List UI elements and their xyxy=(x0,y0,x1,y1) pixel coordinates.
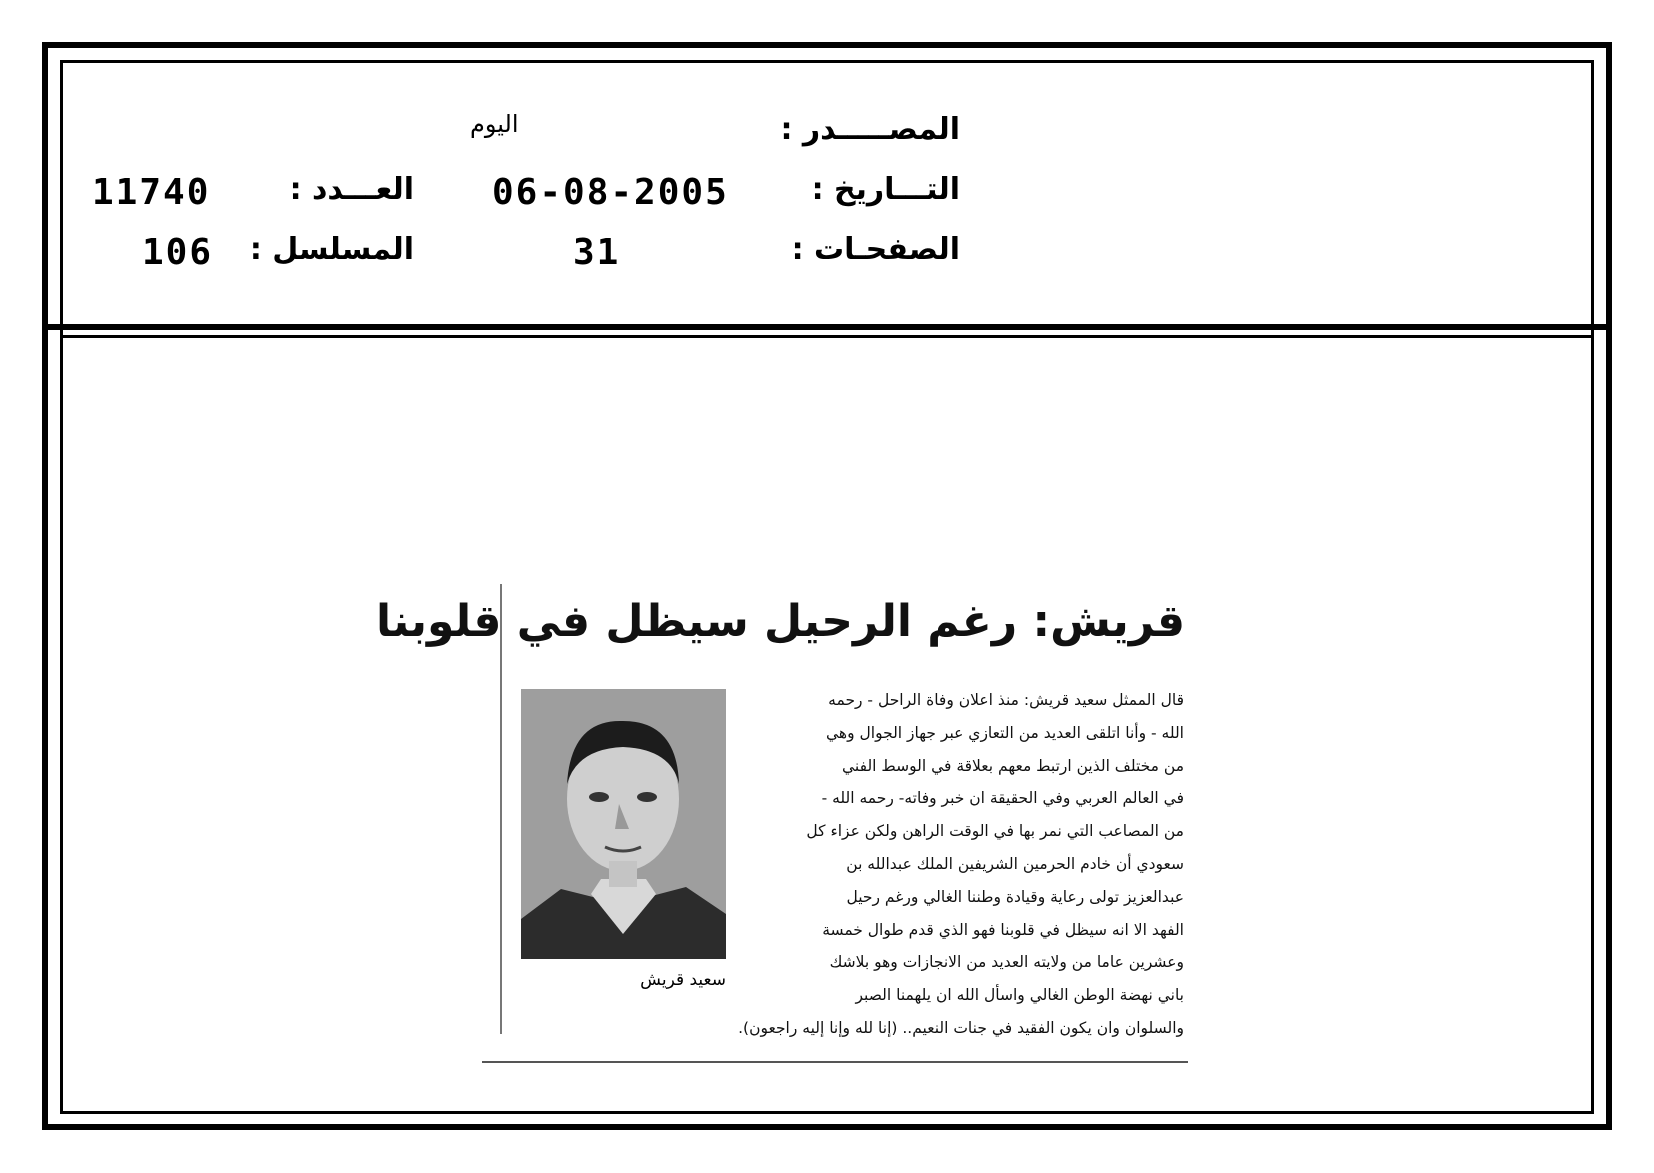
article-line: والسلوان وان يكون الفقيد في جنات النعيم.. (إنا لله وإنا إليه راجعون). xyxy=(738,1018,1184,1037)
clipping-bottom-rule xyxy=(482,1061,1188,1063)
portrait-photo xyxy=(521,689,726,959)
source-label: المصـــــدر : xyxy=(780,112,960,147)
article-line: من المصاعب التي نمر بها في الوقت الراهن ولكن عزاء كل xyxy=(806,822,1184,841)
article-headline: قريش: رغم الرحيل سيظل في قلوبنا xyxy=(376,596,1185,647)
article-line: في العالم العربي وفي الحقيقة ان خبر وفاته- رحمه الله - xyxy=(821,789,1184,808)
serial-value: 106 xyxy=(142,232,214,273)
photo-caption: سعيد قريش xyxy=(640,970,726,990)
serial-label: المسلسل : xyxy=(249,232,414,267)
date-value: 06-08-2005 xyxy=(492,172,729,213)
article-line: سعودي أن خادم الحرمين الشريفين الملك عبدالله بن xyxy=(846,854,1184,873)
article-line: عبدالعزيز تولى رعاية وقيادة وطننا الغالي ورغم رحيل xyxy=(846,887,1184,906)
source-value: اليوم xyxy=(470,110,519,138)
article-body xyxy=(726,684,1184,1045)
article-line: وعشرين عاما من ولايته العديد من الانجازات وهو بلاشك xyxy=(829,953,1184,972)
pages-value: 31 xyxy=(573,232,621,273)
pages-label: الصفحـات : xyxy=(791,232,960,267)
issue-value: 11740 xyxy=(92,172,211,213)
header-separator xyxy=(42,324,1612,330)
article-line: باني نهضة الوطن الغالي واسأل الله ان يلهمنا الصبر xyxy=(855,986,1184,1005)
clipping-left-rule xyxy=(500,584,502,1034)
article-line: الله - وأنا اتلقى العديد من التعازي عبر جهاز الجوال وهي xyxy=(826,723,1184,742)
issue-label: العـــدد : xyxy=(289,172,414,207)
article-line: من مختلف الذين ارتبط معهم بعلاقة في الوسط الفني xyxy=(842,756,1184,775)
portrait-image xyxy=(521,689,726,959)
date-label: التـــاريخ : xyxy=(811,172,960,207)
article-line: الفهد الا انه سيظل في قلوبنا فهو الذي قدم طوال خمسة xyxy=(822,920,1184,939)
article-line: قال الممثل سعيد قريش: منذ اعلان وفاة الراحل - رحمه xyxy=(828,691,1184,709)
header-separator-inner xyxy=(60,335,1594,338)
